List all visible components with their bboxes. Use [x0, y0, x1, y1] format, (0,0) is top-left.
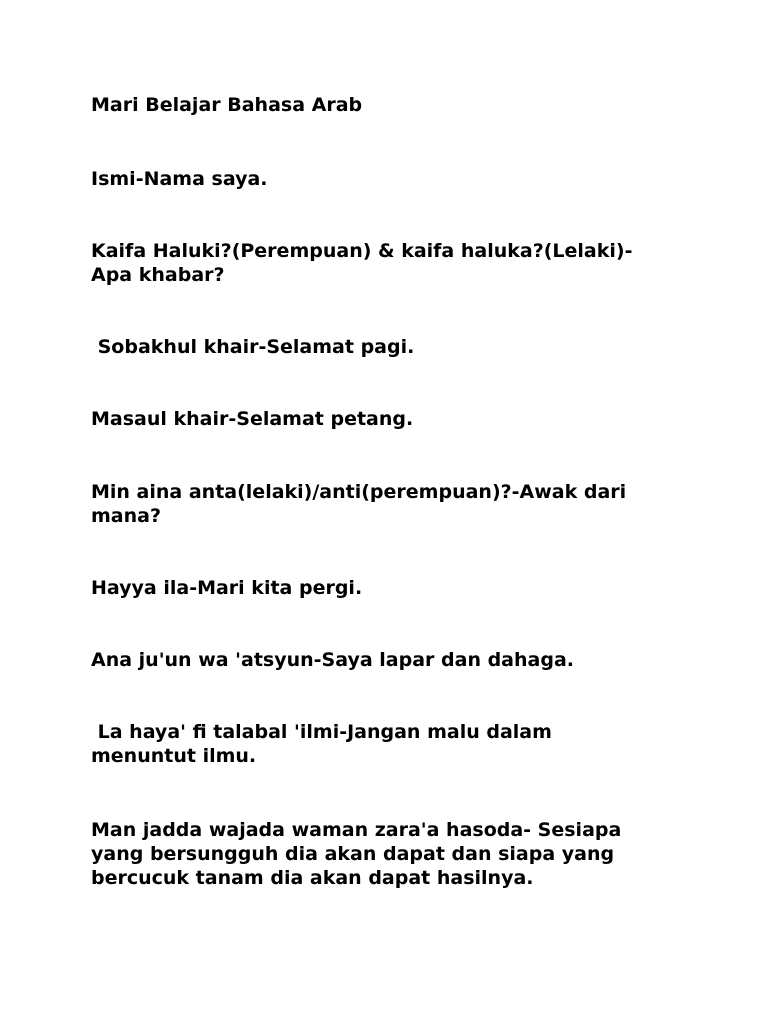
phrase-line: La haya' fi talabal 'ilmi-Jangan malu dalam menuntut ilmu. [91, 721, 552, 767]
document-title: Mari Belajar Bahasa Arab [91, 94, 363, 116]
phrase-line: Masaul khair-Selamat petang. [91, 408, 414, 430]
phrase-line: Ana ju'un wa 'atsyun-Saya lapar dan dahaga. [91, 649, 574, 671]
phrase-line: Ismi-Nama saya. [91, 168, 268, 190]
phrase-line: Man jadda wajada waman zara'a hasoda- Sesiapa yang bersungguh dia akan dapat dan siapa yang bercucuk tanam dia akan dapat hasilnya. [91, 819, 622, 889]
phrase-line: Sobakhul khair-Selamat pagi. [91, 336, 415, 358]
phrase-line: Kaifa Haluki?(Perempuan) & kaifa haluka?(Lelaki)- Apa khabar? [91, 240, 633, 286]
phrase-line: Min aina anta(lelaki)/anti(perempuan)?-Awak dari mana? [91, 481, 627, 527]
phrase-line: Hayya ila-Mari kita pergi. [91, 577, 363, 599]
